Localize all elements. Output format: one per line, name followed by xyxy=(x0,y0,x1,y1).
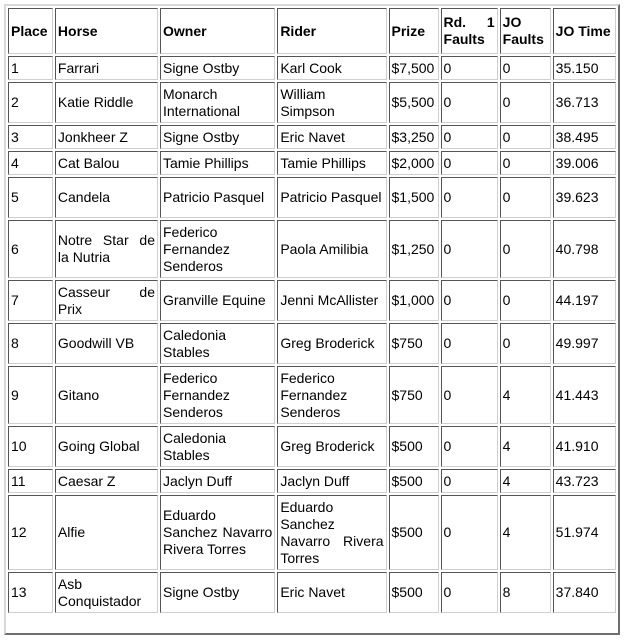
cell-jo-time: 38.495 xyxy=(553,125,616,149)
cell-place: 4 xyxy=(8,151,53,175)
cell-prize: $1,500 xyxy=(389,177,439,218)
table-row xyxy=(8,280,616,321)
table-row xyxy=(8,426,616,467)
table-row xyxy=(8,125,616,149)
cell-horse: Asb Conquistador xyxy=(55,572,158,613)
header-owner: Owner xyxy=(160,8,275,54)
cell-jo-faults: 0 xyxy=(500,82,551,123)
header-row xyxy=(8,8,616,54)
cell-jo-faults: 0 xyxy=(500,323,551,364)
cell-owner: Tamie Phillips xyxy=(160,151,275,175)
cell-place: 3 xyxy=(8,125,53,149)
cell-horse: Caesar Z xyxy=(55,469,158,493)
cell-place: 7 xyxy=(8,280,53,321)
cell-jo-time: 44.197 xyxy=(553,280,616,321)
table-row xyxy=(8,323,616,364)
cell-jo-time: 39.623 xyxy=(553,177,616,218)
table-row xyxy=(8,495,616,570)
cell-rider: Eric Navet xyxy=(277,572,386,613)
cell-place: 5 xyxy=(8,177,53,218)
cell-jo-time: 35.150 xyxy=(553,56,616,80)
cell-owner: Granville Equine xyxy=(160,280,275,321)
cell-prize: $500 xyxy=(389,469,439,493)
cell-horse: Farrari xyxy=(55,56,158,80)
cell-owner: Federico Fernandez Senderos xyxy=(160,220,275,278)
cell-jo-time: 39.006 xyxy=(553,151,616,175)
cell-rd1-faults: 0 xyxy=(441,280,498,321)
cell-rider: Jenni McAllister xyxy=(277,280,386,321)
cell-jo-time: 41.910 xyxy=(553,426,616,467)
cell-rider: Greg Broderick xyxy=(277,323,386,364)
cell-place: 10 xyxy=(8,426,53,467)
results-table xyxy=(6,6,618,615)
header-jo-faults: JO Faults xyxy=(500,8,551,54)
cell-rider: Eric Navet xyxy=(277,125,386,149)
cell-place: 2 xyxy=(8,82,53,123)
cell-horse: Casseur de Prix xyxy=(55,280,158,321)
cell-owner: Caledonia Stables xyxy=(160,323,275,364)
cell-place: 12 xyxy=(8,495,53,570)
cell-prize: $1,000 xyxy=(389,280,439,321)
cell-owner: Patricio Pasquel xyxy=(160,177,275,218)
cell-rd1-faults: 0 xyxy=(441,469,498,493)
cell-horse: Cat Balou xyxy=(55,151,158,175)
cell-rider: Greg Broderick xyxy=(277,426,386,467)
header-place: Place xyxy=(8,8,53,54)
cell-owner: Jaclyn Duff xyxy=(160,469,275,493)
cell-place: 8 xyxy=(8,323,53,364)
cell-rd1-faults: 0 xyxy=(441,426,498,467)
cell-horse: Alfie xyxy=(55,495,158,570)
cell-jo-faults: 0 xyxy=(500,220,551,278)
cell-horse: Goodwill VB xyxy=(55,323,158,364)
cell-rd1-faults: 0 xyxy=(441,125,498,149)
cell-owner: Signe Ostby xyxy=(160,125,275,149)
table-row xyxy=(8,220,616,278)
cell-rd1-faults: 0 xyxy=(441,323,498,364)
cell-jo-faults: 0 xyxy=(500,125,551,149)
cell-jo-faults: 4 xyxy=(500,495,551,570)
header-horse: Horse xyxy=(55,8,158,54)
cell-rd1-faults: 0 xyxy=(441,572,498,613)
cell-jo-faults: 0 xyxy=(500,280,551,321)
table-row xyxy=(8,82,616,123)
cell-owner: Federico Fernandez Senderos xyxy=(160,366,275,424)
header-rider: Rider xyxy=(277,8,386,54)
cell-owner: Signe Ostby xyxy=(160,56,275,80)
cell-jo-time: 43.723 xyxy=(553,469,616,493)
cell-prize: $1,250 xyxy=(389,220,439,278)
cell-prize: $500 xyxy=(389,572,439,613)
table-row xyxy=(8,177,616,218)
table-row xyxy=(8,151,616,175)
cell-prize: $5,500 xyxy=(389,82,439,123)
cell-rd1-faults: 0 xyxy=(441,56,498,80)
cell-prize: $500 xyxy=(389,426,439,467)
cell-rider: Federico Fernandez Senderos xyxy=(277,366,386,424)
cell-owner: Eduardo Sanchez Navarro Rivera Torres xyxy=(160,495,275,570)
cell-prize: $2,000 xyxy=(389,151,439,175)
cell-horse: Gitano xyxy=(55,366,158,424)
cell-jo-faults: 0 xyxy=(500,56,551,80)
cell-jo-faults: 0 xyxy=(500,151,551,175)
cell-horse: Jonkheer Z xyxy=(55,125,158,149)
cell-place: 1 xyxy=(8,56,53,80)
cell-horse: Notre Star de la Nutria xyxy=(55,220,158,278)
cell-prize: $7,500 xyxy=(389,56,439,80)
cell-prize: $750 xyxy=(389,366,439,424)
table-row xyxy=(8,366,616,424)
cell-rider: Patricio Pasquel xyxy=(277,177,386,218)
cell-owner: Monarch International xyxy=(160,82,275,123)
cell-jo-time: 51.974 xyxy=(553,495,616,570)
cell-place: 11 xyxy=(8,469,53,493)
cell-horse: Going Global xyxy=(55,426,158,467)
header-prize: Prize xyxy=(389,8,439,54)
cell-rider: Paola Amilibia xyxy=(277,220,386,278)
table-row xyxy=(8,469,616,493)
cell-jo-faults: 8 xyxy=(500,572,551,613)
cell-place: 6 xyxy=(8,220,53,278)
cell-rider: Karl Cook xyxy=(277,56,386,80)
cell-rider: Jaclyn Duff xyxy=(277,469,386,493)
cell-jo-time: 37.840 xyxy=(553,572,616,613)
cell-jo-faults: 0 xyxy=(500,177,551,218)
cell-rider: Eduardo Sanchez Navarro Rivera Torres xyxy=(277,495,386,570)
cell-rd1-faults: 0 xyxy=(441,220,498,278)
cell-jo-time: 36.713 xyxy=(553,82,616,123)
table-row xyxy=(8,56,616,80)
cell-place: 13 xyxy=(8,572,53,613)
cell-owner: Caledonia Stables xyxy=(160,426,275,467)
cell-jo-faults: 4 xyxy=(500,426,551,467)
table-row xyxy=(8,572,616,613)
cell-prize: $3,250 xyxy=(389,125,439,149)
cell-prize: $750 xyxy=(389,323,439,364)
cell-rider: William Simpson xyxy=(277,82,386,123)
cell-horse: Candela xyxy=(55,177,158,218)
cell-horse: Katie Riddle xyxy=(55,82,158,123)
cell-jo-faults: 4 xyxy=(500,366,551,424)
cell-jo-time: 49.997 xyxy=(553,323,616,364)
header-jo-time: JO Time xyxy=(553,8,616,54)
cell-rider: Tamie Phillips xyxy=(277,151,386,175)
cell-rd1-faults: 0 xyxy=(441,177,498,218)
cell-jo-time: 40.798 xyxy=(553,220,616,278)
cell-rd1-faults: 0 xyxy=(441,366,498,424)
cell-jo-time: 41.443 xyxy=(553,366,616,424)
cell-owner: Signe Ostby xyxy=(160,572,275,613)
cell-jo-faults: 4 xyxy=(500,469,551,493)
cell-rd1-faults: 0 xyxy=(441,82,498,123)
cell-place: 9 xyxy=(8,366,53,424)
cell-rd1-faults: 0 xyxy=(441,151,498,175)
cell-rd1-faults: 0 xyxy=(441,495,498,570)
cell-prize: $500 xyxy=(389,495,439,570)
header-rd1-faults: Rd. 1 Faults xyxy=(441,8,498,54)
